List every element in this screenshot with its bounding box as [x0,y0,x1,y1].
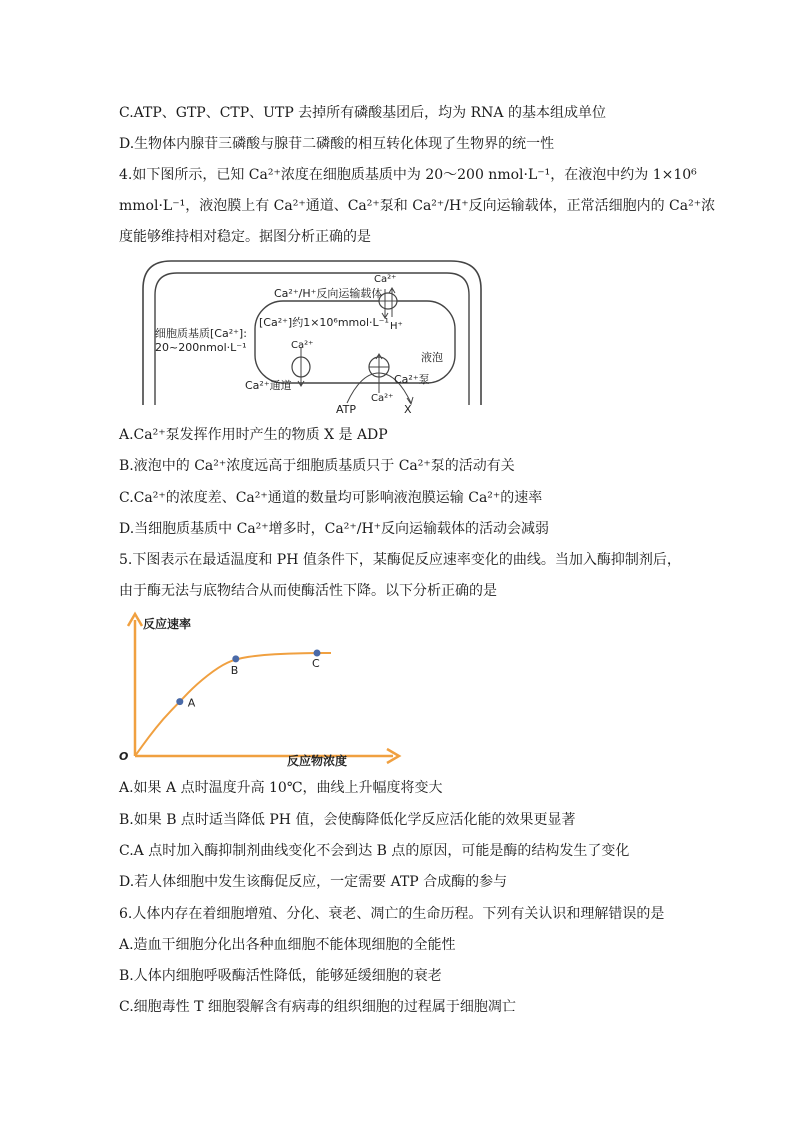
pump-ca-label: Ca²⁺ [371,393,394,404]
question-5-stem-1: 5.下图表示在最适温度和 PH 值条件下，某酶促反应速率变化的曲线。当加入酶抑制剂后， [119,552,681,568]
x-axis-label: 反应物浓度 [287,754,348,768]
question-4-option-c: C.Ca²⁺的浓度差、Ca²⁺通道的数量均可影响液泡膜运输 Ca²⁺的速率 [119,490,543,506]
question-4-option-d: D.当细胞质基质中 Ca²⁺增多时，Ca²⁺/H⁺反向运输载体的活动会减弱 [119,521,550,537]
data-point-b [232,655,239,662]
question-4-option-a: A.Ca²⁺泵发挥作用时产生的物质 X 是 ADP [119,427,388,443]
ca-top-label: Ca²⁺ [374,274,397,285]
data-point-label-c: C [312,657,320,671]
origin-label: O [119,750,129,763]
vacuole [255,301,455,383]
option-c-atp: C.ATP、GTP、CTP、UTP 去掉所有磷酸基团后，均为 RNA 的基本组成单位 [119,105,606,121]
cytoplasm-range: 20~200nmol·L⁻¹ [155,341,247,354]
cytoplasm-label: 细胞质基质[Ca²⁺]: [155,327,247,340]
question-6-option-a: A.造血干细胞分化出各种血细胞不能体现细胞的全能性 [119,937,456,953]
vacuole-concentration: [Ca²⁺]约1×10⁶mmol·L⁻¹ [259,316,389,329]
question-6-stem: 6.人体内存在着细胞增殖、分化、衰老、凋亡的生命历程。下列有关认识和理解错误的是 [119,906,665,922]
channel-label: Ca²⁺通道 [245,379,292,392]
channel-ca-label: Ca²⁺ [291,340,314,351]
cell-calcium-diagram [135,255,490,417]
antiporter-label: Ca²⁺/H⁺反向运输载体 [274,287,383,300]
data-point-c [314,650,321,657]
question-4-stem-3: 度能够维持相对稳定。据图分析正确的是 [119,229,371,245]
data-point-label-b: B [230,663,239,677]
vacuole-label: 液泡 [421,351,443,364]
data-point-label-a: A [187,696,196,710]
question-5-option-d: D.若人体细胞中发生该酶促反应，一定需要 ATP 合成酶的参与 [119,874,508,890]
data-point-a [176,698,183,705]
enzyme-rate-chart [115,610,405,770]
question-4-option-b: B.液泡中的 Ca²⁺浓度远高于细胞质基质只于 Ca²⁺泵的活动有关 [119,458,515,474]
question-5-stem-2: 由于酶无法与底物结合从而使酶活性下降。以下分析正确的是 [119,583,497,599]
question-6-option-b: B.人体内细胞呼吸酶活性降低，能够延缓细胞的衰老 [119,968,442,984]
option-d-atp: D.生物体内腺苷三磷酸与腺苷二磷酸的相互转化体现了生物界的统一性 [119,136,555,152]
h-ion-label: H⁺ [390,321,403,332]
question-5-option-a: A.如果 A 点时温度升高 10℃，曲线上升幅度将变大 [119,780,443,796]
question-5-option-c: C.A 点时加入酶抑制剂曲线变化不会到达 B 点的原因，可能是酶的结构发生了变化 [119,843,630,859]
atp-label: ATP [336,403,357,416]
x-label: X [404,403,412,416]
question-4-stem-1: 4.如下图所示，已知 Ca²⁺浓度在细胞质基质中为 20～200 nmol·L⁻¹，在液泡中约为 1×10⁶ [119,167,697,183]
question-5-option-b: B.如果 B 点时适当降低 PH 值，会使酶降低化学反应活化能的效果更显著 [119,812,576,828]
question-6-option-c: C.细胞毒性 T 细胞裂解含有病毒的组织细胞的过程属于细胞凋亡 [119,999,516,1015]
y-axis-label: 反应速率 [143,617,192,631]
question-4-stem-2: mmol·L⁻¹，液泡膜上有 Ca²⁺通道、Ca²⁺泵和 Ca²⁺/H⁺反向运输载体，正常活细胞内的 Ca²⁺浓 [119,198,716,214]
pump-label: Ca²⁺泵 [394,373,430,386]
